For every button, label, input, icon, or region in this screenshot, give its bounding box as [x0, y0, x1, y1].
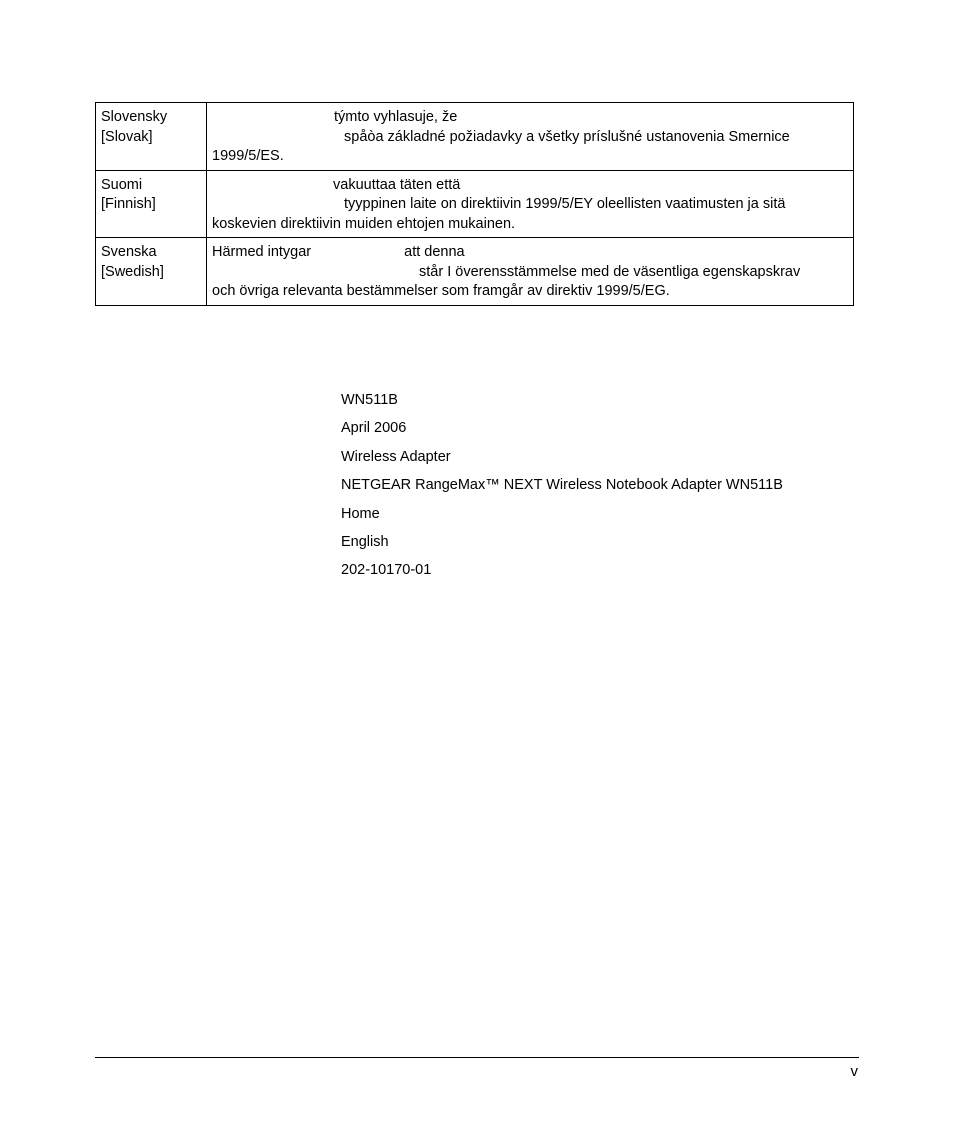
page-number: v: [850, 1063, 858, 1080]
declaration-text-cell: [207, 103, 854, 171]
table-row: [96, 238, 854, 306]
product-model: WN511B: [341, 392, 398, 408]
declaration-line: spåòa základné požiadavky a všetky príslušné ustanovenia Smernice: [344, 128, 790, 145]
declaration-line-start: Härmed intygar: [212, 244, 312, 260]
language-name: Suomi: [101, 176, 143, 193]
declaration-line: och övriga relevanta bestämmelser som framgår av direktiv 1999/5/EG.: [212, 283, 670, 299]
publication-part-number: 202-10170-01: [341, 562, 432, 579]
declaration-of-conformity-table: [95, 102, 854, 306]
product-name: NETGEAR RangeMax™ NEXT Wireless Notebook Adapter WN511B: [341, 477, 783, 494]
language-cell: [96, 170, 207, 238]
language-name: Svenska: [101, 244, 157, 260]
product-family: Wireless Adapter: [341, 448, 451, 465]
declaration-line-end: att denna: [404, 244, 465, 260]
product-info-list: [341, 390, 783, 589]
language-cell: [96, 103, 207, 171]
document-language: English: [341, 533, 389, 550]
footer-divider: [95, 1057, 859, 1058]
language-cell: [96, 238, 207, 306]
declaration-text-cell: [207, 238, 854, 306]
publication-date: April 2006: [341, 420, 407, 437]
language-english-name: [Swedish]: [101, 263, 164, 280]
declaration-line: står I överensstämmelse med de väsentliga egenskapskrav: [419, 263, 801, 280]
table-row: [96, 170, 854, 238]
table-row: [96, 103, 854, 171]
declaration-line: koskevien direktiivin muiden ehtojen mukainen.: [212, 215, 516, 232]
language-name: Slovensky: [101, 109, 168, 125]
declaration-line: 1999/5/ES.: [212, 148, 284, 164]
declaration-line: týmto vyhlasuje, že: [334, 109, 458, 125]
declaration-line: vakuuttaa täten että: [333, 176, 461, 193]
language-english-name: [Finnish]: [101, 196, 156, 212]
declaration-text-cell: [207, 170, 854, 238]
language-english-name: [Slovak]: [101, 128, 153, 145]
declaration-line: tyyppinen laite on direktiivin 1999/5/EY oleellisten vaatimusten ja sitä: [344, 196, 786, 212]
declaration-line: [212, 243, 848, 263]
product-category: Home: [341, 505, 380, 522]
